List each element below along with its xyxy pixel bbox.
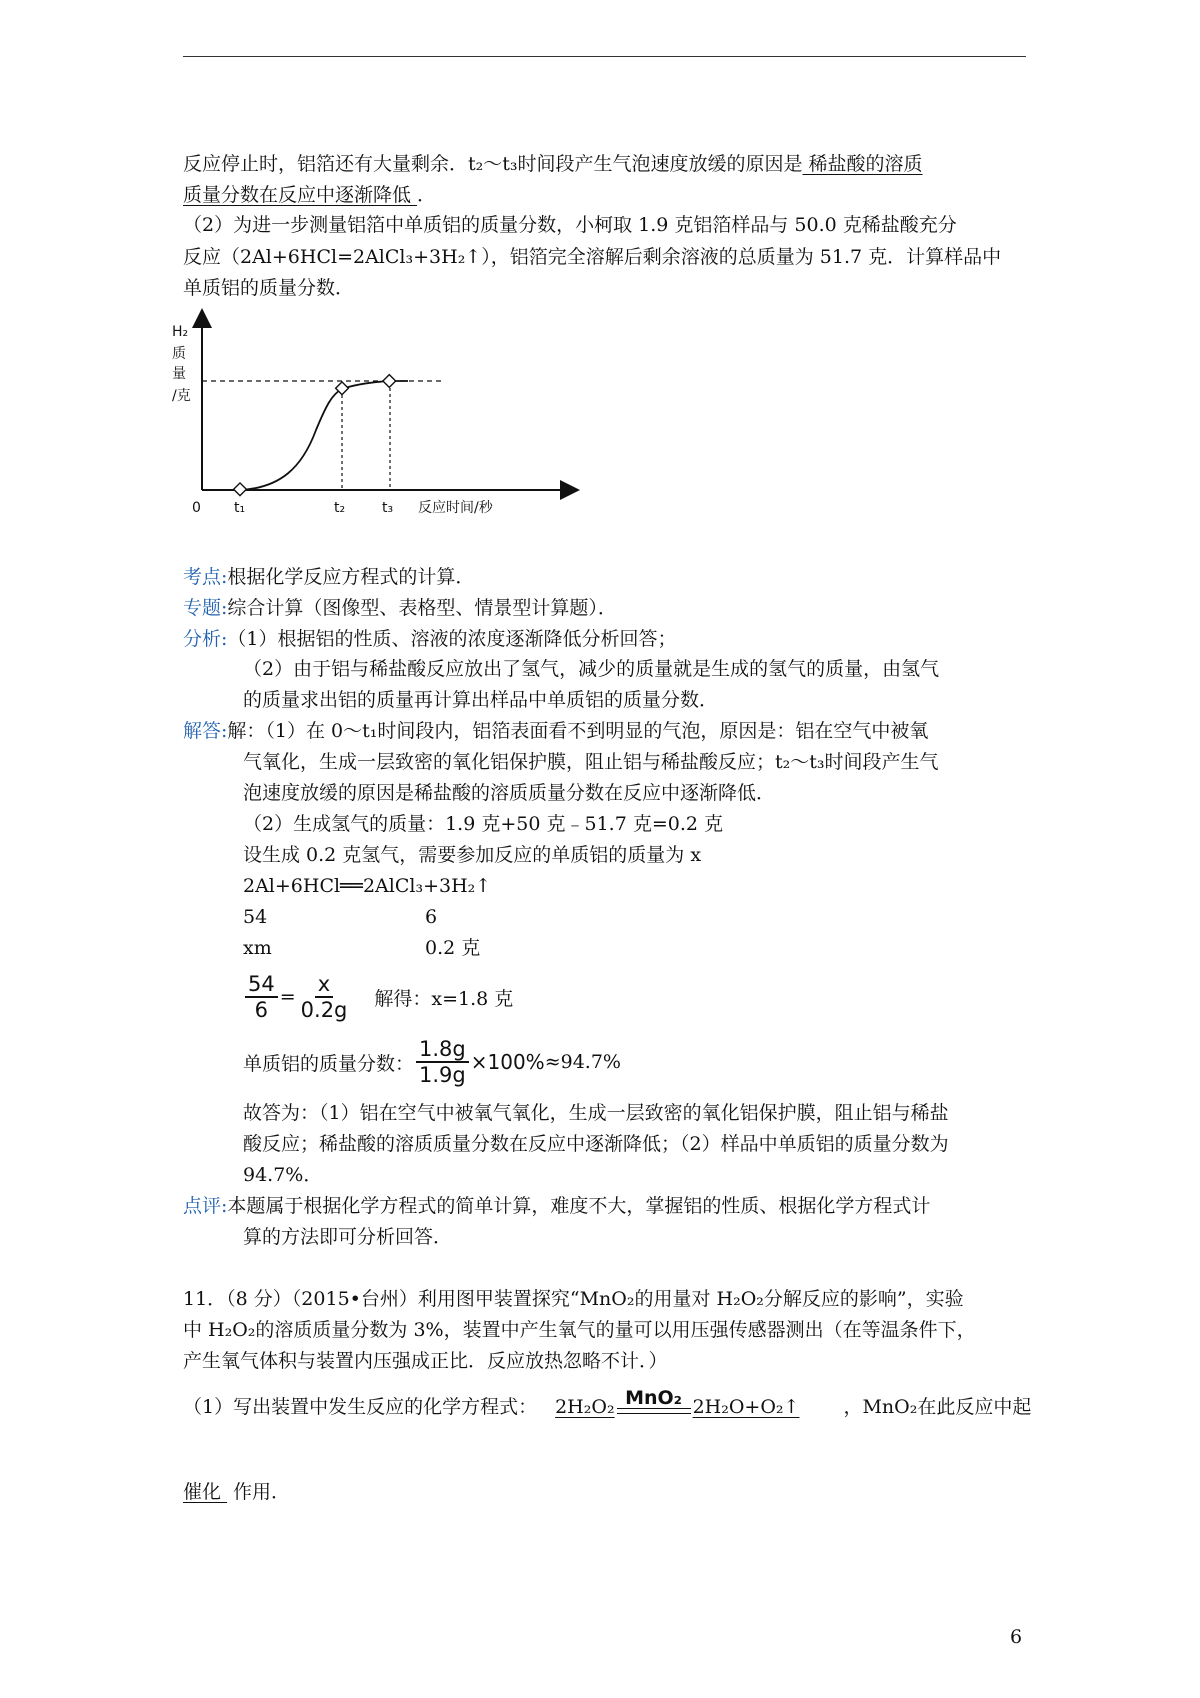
jieda-row bbox=[183, 717, 928, 745]
top-line-5: 单质铝的质量分数． bbox=[183, 277, 355, 299]
top-text-1a: 反应停止时，铝箔还有大量剩余．t₂～t₃时间段产生气泡速度放缓的原因是 bbox=[183, 153, 803, 175]
jieda-text-2b: 设生成 0.2 克氢气，需要参加反应的单质铝的质量为 x bbox=[243, 844, 702, 866]
jieda-text-1b: 气氧化，生成一层致密的氧化铝保护膜，阻止铝与稀盐酸反应；t₂～t₃时间段产生气 bbox=[243, 751, 939, 773]
dianping-text-b: 算的方法即可分析回答． bbox=[243, 1226, 453, 1248]
fraction-denominator: 1.9g bbox=[419, 1063, 466, 1087]
top-line-4: 反应（2Al+6HCl=2AlCl₃+3H₂↑），铝箔完全溶解后剩余溶液的总质量为 51.7 克．计算样品中 bbox=[183, 246, 1002, 268]
kaodian-row bbox=[183, 563, 474, 591]
answer-line-c: 94.7%． bbox=[243, 1164, 323, 1186]
fenxi-row bbox=[183, 625, 677, 653]
origin-label: 0 bbox=[192, 500, 201, 516]
jieda-text-1a: 解：（1）在 0～t₁时间段内，铝箔表面看不到明显的气泡，原因是：铝在空气中被氧 bbox=[227, 720, 929, 742]
ratio-row-6: 6 bbox=[425, 906, 438, 928]
jieda-label: 解答: bbox=[183, 720, 228, 742]
ratio-row-02: 0.2 克 bbox=[425, 937, 481, 959]
eq-right: 2H₂O+O₂↑ bbox=[692, 1396, 800, 1418]
top-text-2b: ． bbox=[417, 184, 437, 206]
top-line-3: （2）为进一步测量铝箔中单质铝的质量分数，小柯取 1.9 克铝箔样品与 50.0 克稀盐酸充分 bbox=[183, 214, 957, 236]
solve-text: 解得：x=1.8 克 bbox=[374, 987, 514, 1010]
zhuanti-label: 专题: bbox=[183, 597, 228, 619]
fenxi-text-2a: （2）由于铝与稀盐酸反应放出了氢气，减少的质量就是生成的氢气的质量，由氢气 bbox=[243, 658, 940, 680]
q11-part1-prefix: （1）写出装置中发生反应的化学方程式： bbox=[183, 1396, 538, 1418]
fraction-54-6 bbox=[245, 972, 278, 1022]
t1-label: t₁ bbox=[234, 500, 246, 516]
fraction-denominator: 6 bbox=[254, 998, 269, 1022]
t3-label: t₃ bbox=[382, 500, 394, 516]
fraction-numerator: x bbox=[315, 972, 333, 998]
eq-left: 2H₂O₂ bbox=[555, 1396, 615, 1418]
dianping-text-a: 本题属于根据化学方程式的简单计算，难度不大，掌握铝的性质、根据化学方程式计 bbox=[227, 1195, 931, 1217]
zhuanti-row bbox=[183, 594, 617, 622]
fraction-denominator: 0.2g bbox=[300, 998, 348, 1022]
y-label-line-1: H₂ bbox=[172, 324, 189, 340]
y-label-line-4: /克 bbox=[172, 388, 191, 404]
answer-underline-2: 质量分数在反应中逐渐降低 bbox=[183, 184, 418, 206]
catalyst-label: MnO₂ bbox=[625, 1387, 683, 1409]
kaodian-label: 考点: bbox=[183, 566, 228, 588]
jieda-text-1c: 泡速度放缓的原因是稀盐酸的溶质质量分数在反应中逐渐降低． bbox=[243, 782, 776, 804]
ratio-row-xm: xm bbox=[243, 937, 272, 959]
t3-marker bbox=[383, 375, 396, 388]
top-line-1 bbox=[183, 150, 923, 178]
q11-line-3: 产生氧气体积与装置内压强成正比．反应放热忽略不计．） bbox=[183, 1350, 668, 1372]
q11-line-1: 11．（8 分）（2015•台州）利用图甲装置探究“MnO₂的用量对 H₂O₂分解反应的影响”，实验 bbox=[183, 1288, 964, 1310]
mass-fraction-row bbox=[243, 1037, 621, 1087]
fenxi-text-2b: 的质量求出铝的质量再计算出样品中单质铝的质量分数． bbox=[243, 689, 719, 711]
reaction-equation: 2Al+6HCl══2AlCl₃+3H₂↑ bbox=[243, 875, 492, 897]
t1-marker bbox=[234, 483, 247, 496]
catalyst-arrow bbox=[617, 1388, 691, 1421]
mass-fraction-label: 单质铝的质量分数： bbox=[243, 1052, 415, 1075]
dianping-row bbox=[183, 1192, 930, 1220]
fenxi-label: 分析: bbox=[183, 628, 228, 650]
reaction-curve bbox=[240, 381, 408, 490]
q11-line-2: 中 H₂O₂的溶质质量分数为 3%，装置中产生氧气的量可以用压强传感器测出（在等温条件下， bbox=[183, 1319, 976, 1341]
page-number: 6 bbox=[1010, 1626, 1023, 1648]
zhuanti-text: 综合计算（图像型、表格型、情景型计算题）． bbox=[227, 597, 617, 619]
t2-label: t₂ bbox=[334, 500, 346, 516]
q11-part1-suffix: ，MnO₂在此反应中起 bbox=[843, 1396, 1032, 1418]
dianping-label: 点评: bbox=[183, 1195, 228, 1217]
equals-sign: = bbox=[279, 986, 296, 1008]
fraction-x-02g bbox=[298, 972, 351, 1022]
jieda-text-2a: （2）生成氢气的质量：1.9 克+50 克﹣51.7 克=0.2 克 bbox=[243, 813, 724, 835]
ratio-row-54: 54 bbox=[243, 906, 268, 928]
answer-line-b: 酸反应；稀盐酸的溶质质量分数在反应中逐渐降低；（2）样品中单质铝的质量分数为 bbox=[243, 1133, 949, 1155]
y-label-line-2: 质 bbox=[172, 346, 186, 362]
answer-line-a: 故答为：（1）铝在空气中被氧气氧化，生成一层致密的氧化铝保护膜，阻止铝与稀盐 bbox=[243, 1102, 949, 1124]
h2-mass-graph bbox=[172, 310, 580, 525]
x-axis-label: 反应时间/秒 bbox=[418, 500, 493, 516]
fraction-numerator: 1.8g bbox=[416, 1037, 469, 1063]
q11-part1-row2 bbox=[183, 1478, 290, 1506]
times-100: ×100% bbox=[470, 1050, 545, 1074]
double-line bbox=[617, 1408, 691, 1414]
q11-part1-end: 作用． bbox=[233, 1481, 291, 1503]
answer-catalyst: 催化 bbox=[183, 1481, 228, 1503]
fraction-18-19 bbox=[416, 1037, 469, 1087]
approx-result: ≈94.7% bbox=[544, 1051, 621, 1073]
proportion-equation bbox=[243, 972, 513, 1022]
answer-equation bbox=[555, 1388, 843, 1421]
y-label-line-3: 量 bbox=[172, 366, 186, 382]
fenxi-text-1: （1）根据铝的性质、溶液的浓度逐渐降低分析回答； bbox=[227, 628, 677, 650]
fraction-numerator: 54 bbox=[245, 972, 278, 998]
answer-underline-1: 稀盐酸的溶质 bbox=[802, 153, 923, 175]
kaodian-text: 根据化学反应方程式的计算． bbox=[227, 566, 475, 588]
top-line-2 bbox=[183, 181, 436, 209]
q11-part1-row bbox=[183, 1388, 1031, 1421]
header-rule bbox=[183, 56, 1026, 57]
